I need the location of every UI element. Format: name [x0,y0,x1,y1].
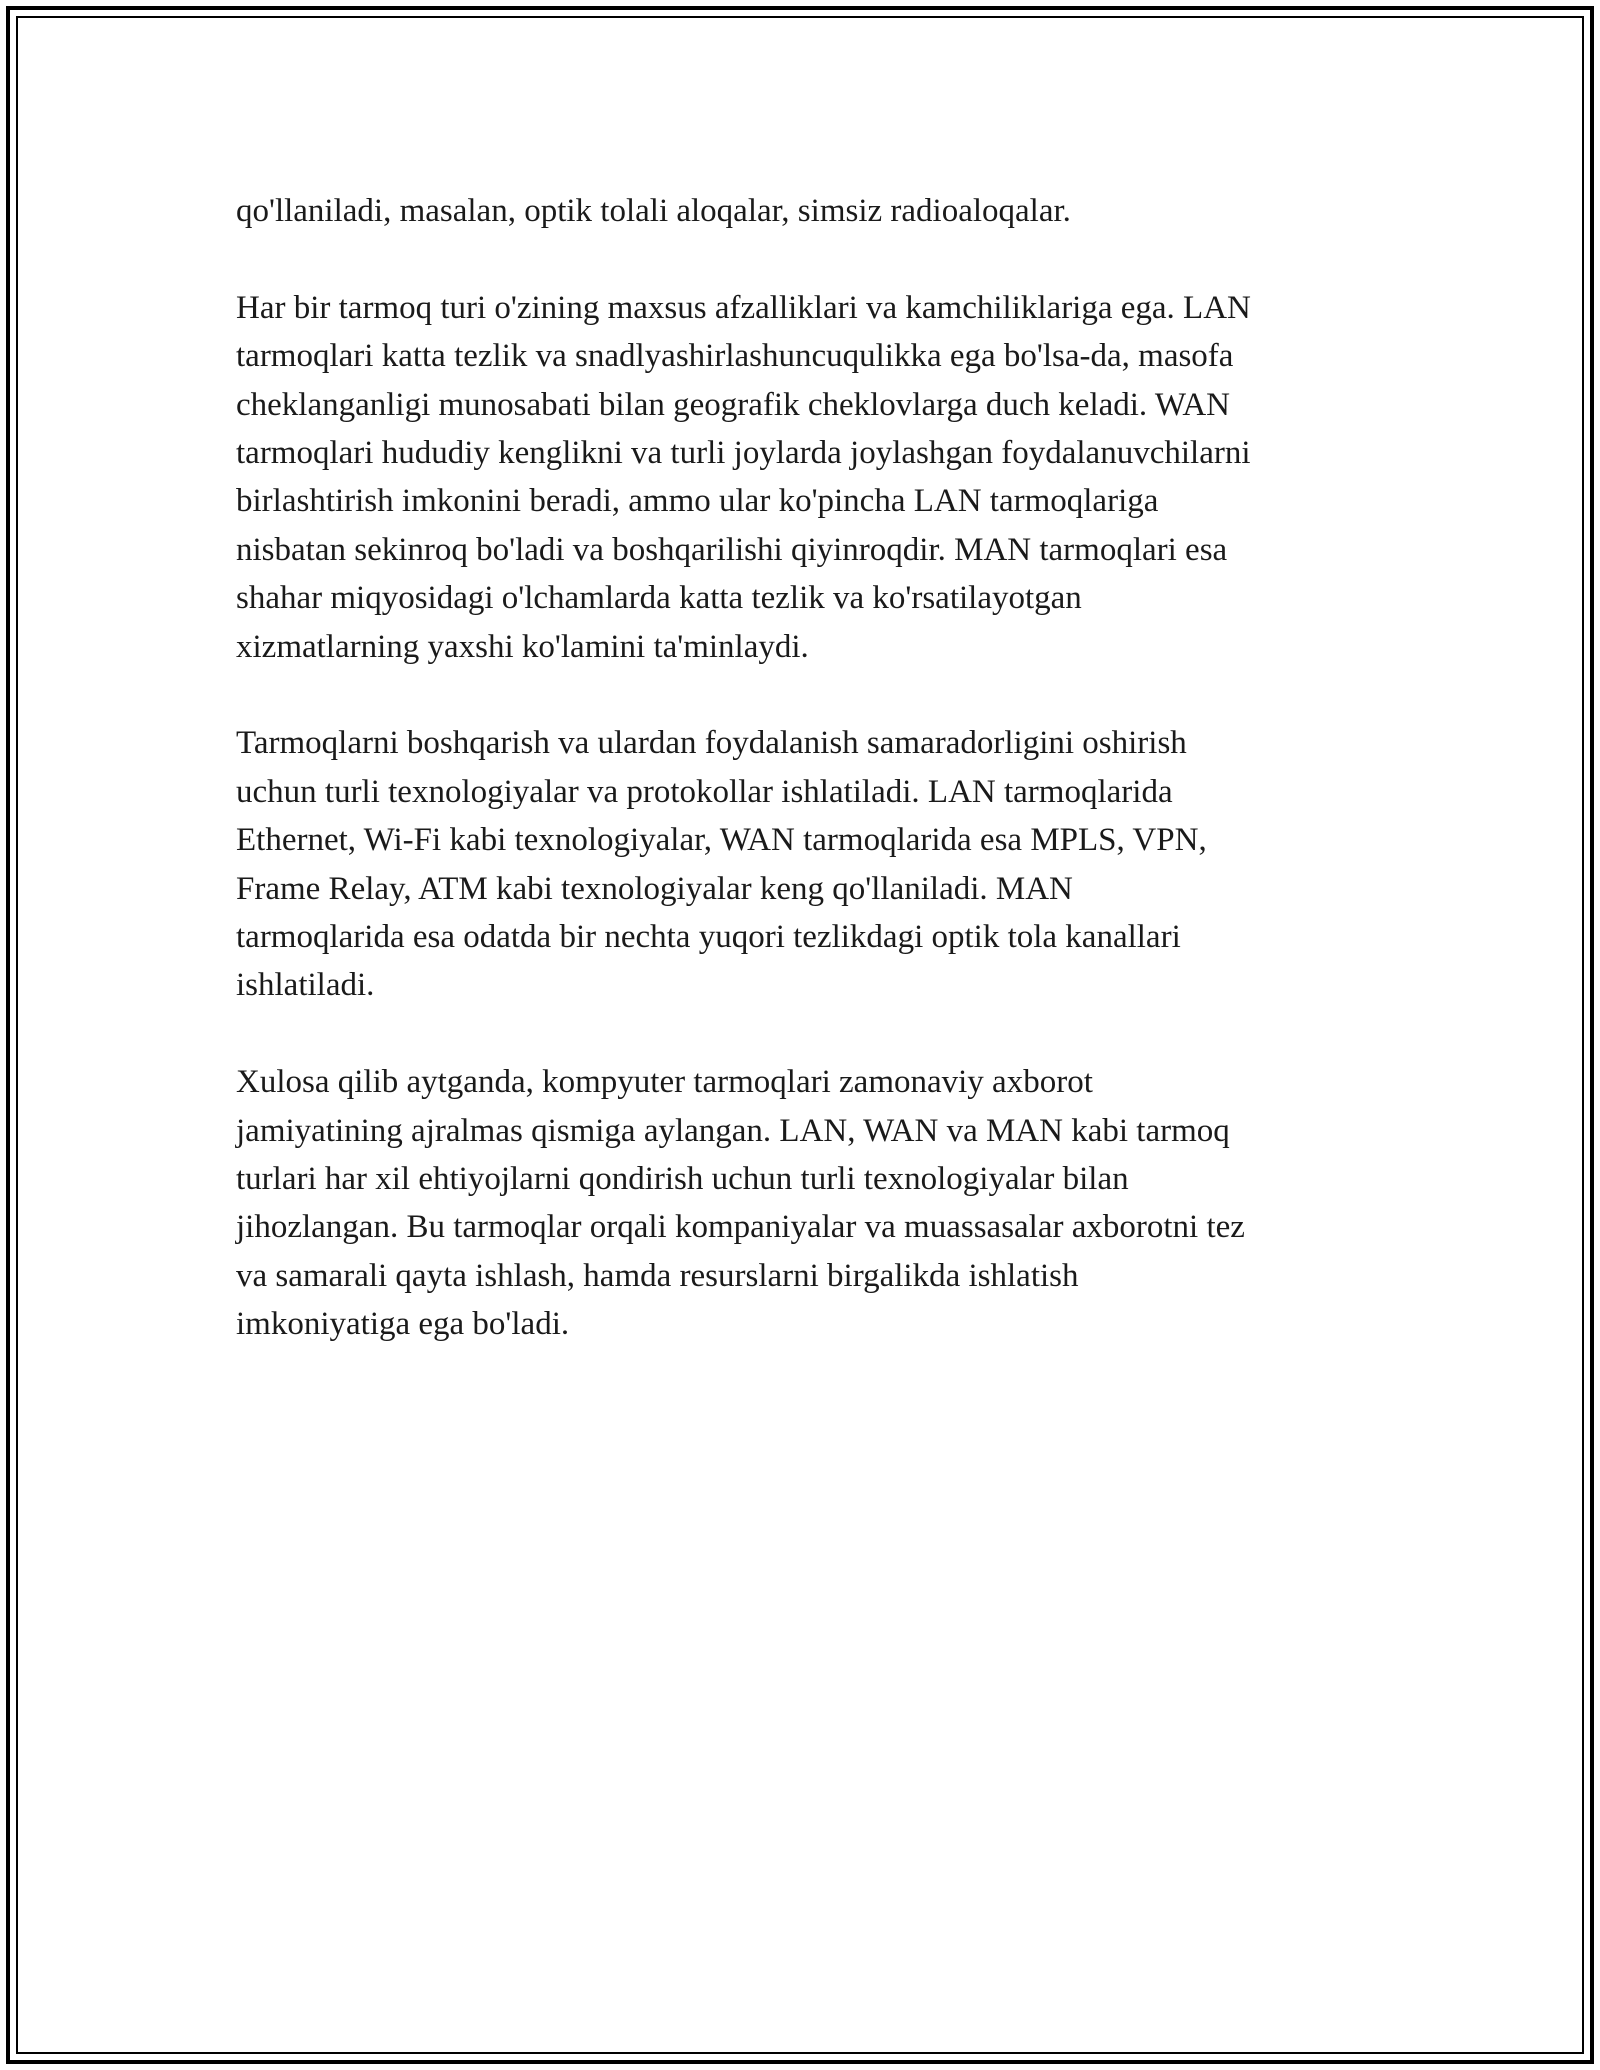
paragraph-4 [236,1058,1386,1348]
paragraph-line: Tarmoqlarni boshqarish va ulardan foydalanish samaradorligini oshirish [236,725,1187,762]
paragraph-line: tarmoqlari katta tezlik va snadlyashirlashuncuqulikka ega bo'lsa-da, masofa [236,338,1234,375]
paragraph-line: Har bir tarmoq turi o'zining maxsus afzalliklari va kamchiliklariga ega. LAN [236,289,1251,326]
paragraph-line: birlashtirish imkonini beradi, ammo ular ko'pincha LAN tarmoqlariga [236,483,1159,520]
paragraph-line: ishlatiladi. [236,967,375,1004]
paragraph-line: uchun turli texnologiyalar va protokollar ishlatiladi. LAN tarmoqlarida [236,773,1173,810]
paragraph-line: Frame Relay, ATM kabi texnologiyalar keng qo'llaniladi. MAN [236,870,1073,907]
paragraph-line: qo'llaniladi, masalan, optik tolali aloqalar, simsiz radioaloqalar. [236,193,1071,229]
paragraph-line: Ethernet, Wi-Fi kabi texnologiyalar, WAN tarmoqlarida esa MPLS, VPN, [236,822,1207,859]
document-body [236,187,1386,1397]
paragraph-line: cheklanganligi munosabati bilan geografik cheklovlarga duch keladi. WAN [236,386,1230,423]
paragraph-line: turlari har xil ehtiyojlarni qondirish uchun turli texnologiyalar bilan [236,1161,1129,1198]
paragraph-line: nisbatan sekinroq bo'ladi va boshqarilishi qiyinroqdir. MAN tarmoqlari esa [236,531,1228,568]
paragraph-line: va samarali qayta ishlash, hamda resurslarni birgalikda ishlatish [236,1257,1079,1294]
paragraph-line: xizmatlarning yaxshi ko'lamini ta'minlaydi. [236,628,809,665]
paragraph-2 [236,284,1386,671]
paragraph-line: tarmoqlari hududiy kenglikni va turli joylarda joylashgan foydalanuvchilarni [236,435,1251,472]
paragraph-1 [236,187,1386,235]
paragraph-line: tarmoqlarida esa odatda bir nechta yuqori tezlikdagi optik tola kanallari [236,919,1181,956]
paragraph-3 [236,719,1386,1009]
paragraph-line: imkoniyatiga ega bo'ladi. [236,1306,570,1343]
paragraph-line: jamiyatining ajralmas qismiga aylangan. LAN, WAN va MAN kabi tarmoq [236,1112,1230,1149]
paragraph-line: Xulosa qilib aytganda, kompyuter tarmoqlari zamonaviy axborot [236,1064,1093,1101]
paragraph-line: shahar miqyosidagi o'lchamlarda katta tezlik va ko'rsatilayotgan [236,580,1082,617]
paragraph-line: jihozlangan. Bu tarmoqlar orqali kompaniyalar va muassasalar axborotni tez [236,1209,1245,1246]
